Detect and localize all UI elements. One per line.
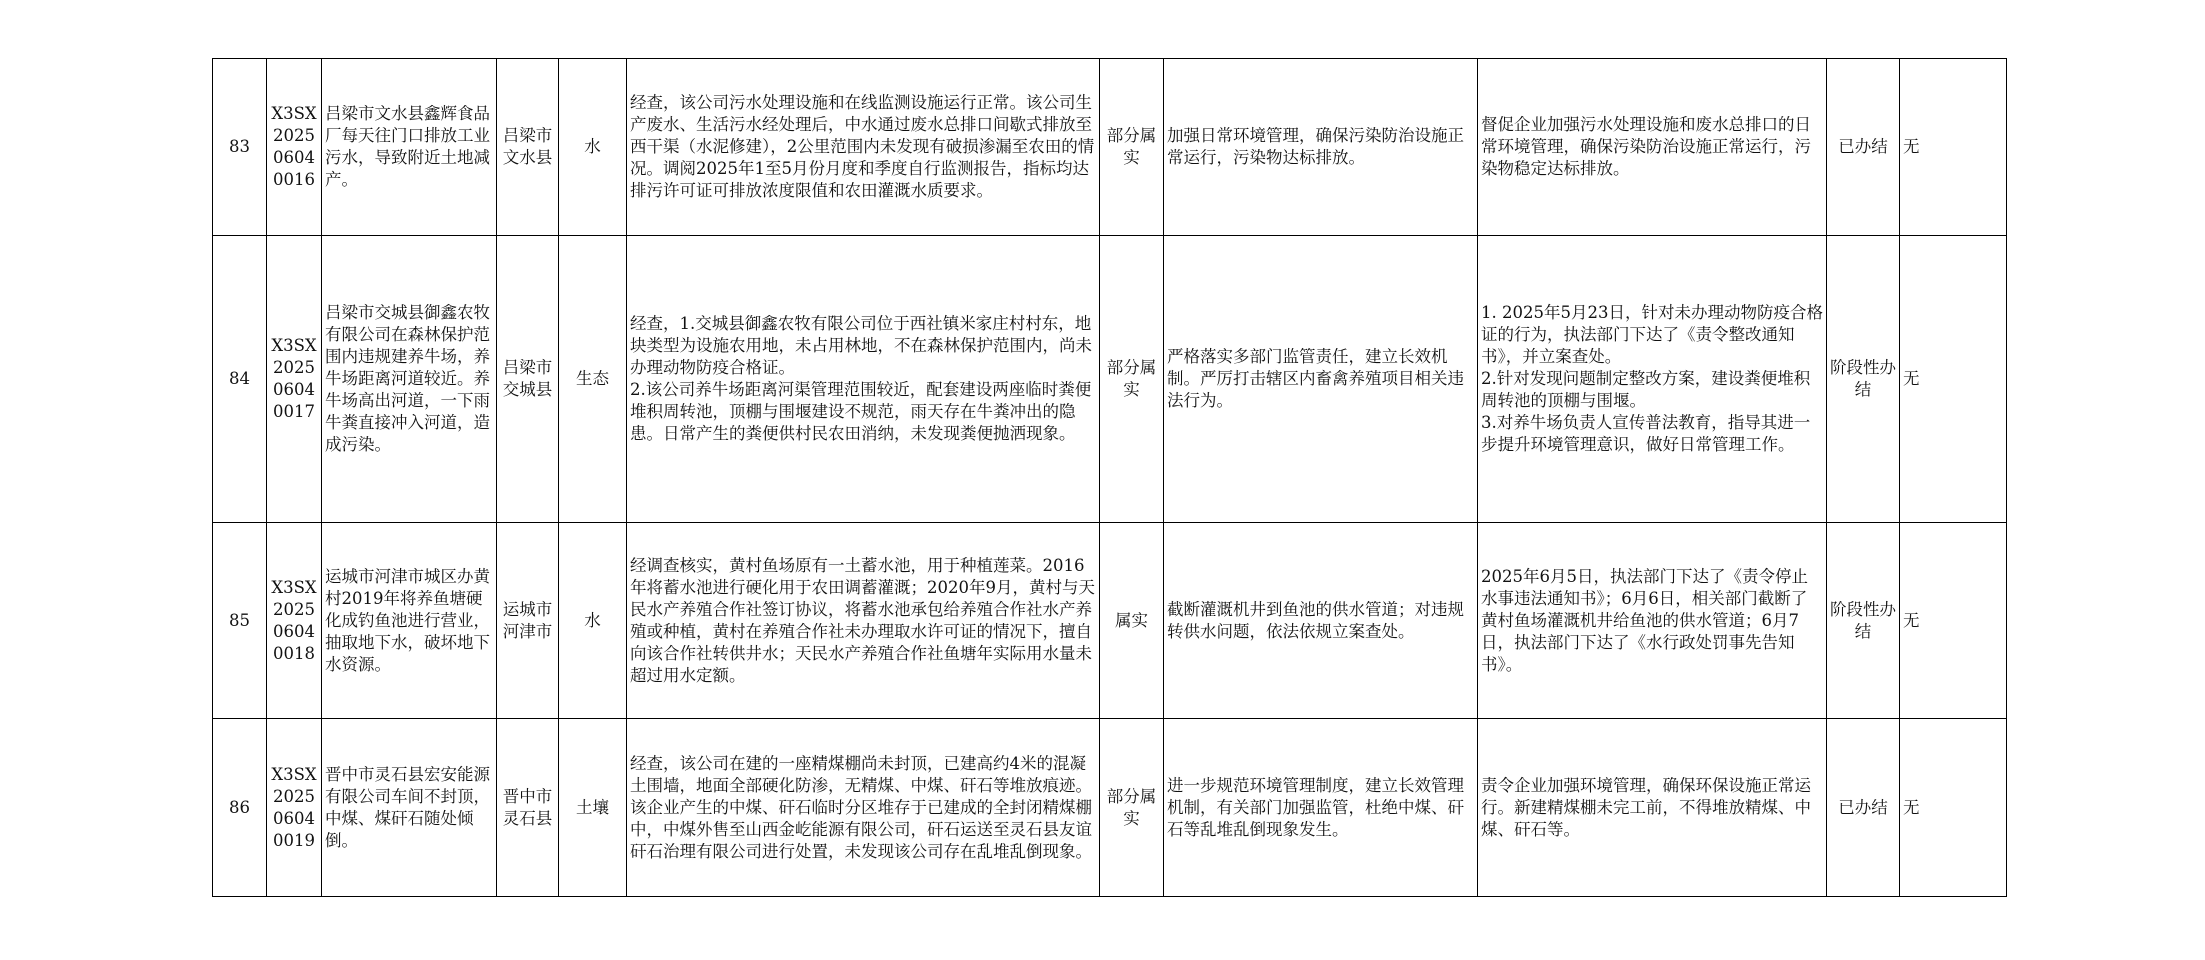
case-table [212, 58, 2007, 897]
verdict: 部分属实 [1100, 719, 1164, 897]
rectification-result: 责令企业加强环境管理，确保环保设施正常运行。新建精煤棚未完工前，不得堆放精煤、中煤、矸石等。 [1478, 719, 1827, 897]
row-number: 86 [213, 719, 267, 897]
case-code: X3SX202506040016 [267, 59, 322, 236]
verdict: 部分属实 [1100, 59, 1164, 236]
problem-description: 吕梁市文水县鑫辉食品厂每天往门口排放工业污水，导致附近土地减产。 [322, 59, 497, 236]
table-row [213, 59, 2007, 236]
rectification-measure: 截断灌溉机井到鱼池的供水管道；对违规转供水问题，依法依规立案查处。 [1164, 523, 1478, 719]
rectification-measure: 加强日常环境管理，确保污染防治设施正常运行，污染物达标排放。 [1164, 59, 1478, 236]
rectification-measure: 严格落实多部门监管责任，建立长效机制。严厉打击辖区内畜禽养殖项目相关违法行为。 [1164, 236, 1478, 523]
region: 晋中市灵石县 [497, 719, 559, 897]
accountability: 无 [1900, 236, 2007, 523]
problem-description: 吕梁市交城县御鑫农牧有限公司在森林保护范围内违规建养牛场，养牛场距离河道较近。养牛场高出河道，一下雨牛粪直接冲入河道，造成污染。 [322, 236, 497, 523]
pollution-type: 水 [559, 523, 627, 719]
pollution-type: 土壤 [559, 719, 627, 897]
investigation-finding: 经查，1.交城县御鑫农牧有限公司位于西社镇米家庄村村东，地块类型为设施农用地，未占用林地，不在森林保护范围内，尚未办理动物防疫合格证。 2.该公司养牛场距离河渠管理范围较近，配套建设两座临时粪便堆积周转池，顶棚与围堰建设不规范，雨天存在牛粪冲出的隐患。日常产生的粪便供村民农田消纳，未发现粪便抛洒现象。 [627, 236, 1100, 523]
row-number: 85 [213, 523, 267, 719]
rectification-measure: 进一步规范环境管理制度，建立长效管理机制，有关部门加强监管，杜绝中煤、矸石等乱堆乱倒现象发生。 [1164, 719, 1478, 897]
pollution-type: 水 [559, 59, 627, 236]
verdict: 属实 [1100, 523, 1164, 719]
completion-status: 阶段性办结 [1827, 236, 1900, 523]
investigation-finding: 经查，该公司污水处理设施和在线监测设施运行正常。该公司生产废水、生活污水经处理后，中水通过废水总排口间歇式排放至西干渠（水泥修建），2公里范围内未发现有破损渗漏至农田的情况。调阅2025年1至5月份月度和季度自行监测报告，指标均达排污许可证可排放浓度限值和农田灌溉水质要求。 [627, 59, 1100, 236]
accountability: 无 [1900, 523, 2007, 719]
case-code: X3SX202506040018 [267, 523, 322, 719]
completion-status: 已办结 [1827, 719, 1900, 897]
case-code: X3SX202506040017 [267, 236, 322, 523]
accountability: 无 [1900, 719, 2007, 897]
completion-status: 阶段性办结 [1827, 523, 1900, 719]
accountability: 无 [1900, 59, 2007, 236]
region: 运城市河津市 [497, 523, 559, 719]
table-row [213, 523, 2007, 719]
case-code: X3SX202506040019 [267, 719, 322, 897]
problem-description: 晋中市灵石县宏安能源有限公司车间不封顶，中煤、煤矸石随处倾倒。 [322, 719, 497, 897]
verdict: 部分属实 [1100, 236, 1164, 523]
row-number: 83 [213, 59, 267, 236]
rectification-result: 2025年6月5日，执法部门下达了《责令停止水事违法通知书》；6月6日，相关部门截断了黄村鱼场灌溉机井给鱼池的供水管道；6月7日，执法部门下达了《水行政处罚事先告知书》。 [1478, 523, 1827, 719]
row-number: 84 [213, 236, 267, 523]
region: 吕梁市交城县 [497, 236, 559, 523]
rectification-result: 1. 2025年5月23日，针对未办理动物防疫合格证的行为，执法部门下达了《责令整改通知书》，并立案查处。 2.针对发现问题制定整改方案，建设粪便堆积周转池的顶棚与围堰。 3.对养牛场负责人宣传普法教育，指导其进一步提升环境管理意识，做好日常管理工作。 [1478, 236, 1827, 523]
investigation-finding: 经查，该公司在建的一座精煤棚尚未封顶，已建高约4米的混凝土围墙，地面全部硬化防渗，无精煤、中煤、矸石等堆放痕迹。该企业产生的中煤、矸石临时分区堆存于已建成的全封闭精煤棚中，中煤外售至山西金屹能源有限公司，矸石运送至灵石县友谊矸石治理有限公司进行处置，未发现该公司存在乱堆乱倒现象。 [627, 719, 1100, 897]
problem-description: 运城市河津市城区办黄村2019年将养鱼塘硬化成钓鱼池进行营业，抽取地下水，破坏地下水资源。 [322, 523, 497, 719]
pollution-type: 生态 [559, 236, 627, 523]
completion-status: 已办结 [1827, 59, 1900, 236]
table-row [213, 719, 2007, 897]
region: 吕梁市文水县 [497, 59, 559, 236]
table-row [213, 236, 2007, 523]
investigation-finding: 经调查核实，黄村鱼场原有一土蓄水池，用于种植莲菜。2016年将蓄水池进行硬化用于农田调蓄灌溉；2020年9月，黄村与天民水产养殖合作社签订协议，将蓄水池承包给养殖合作社水产养殖或种植，黄村在养殖合作社未办理取水许可证的情况下，擅自向该合作社转供井水；天民水产养殖合作社鱼塘年实际用水量未超过用水定额。 [627, 523, 1100, 719]
rectification-result: 督促企业加强污水处理设施和废水总排口的日常环境管理，确保污染防治设施正常运行，污染物稳定达标排放。 [1478, 59, 1827, 236]
